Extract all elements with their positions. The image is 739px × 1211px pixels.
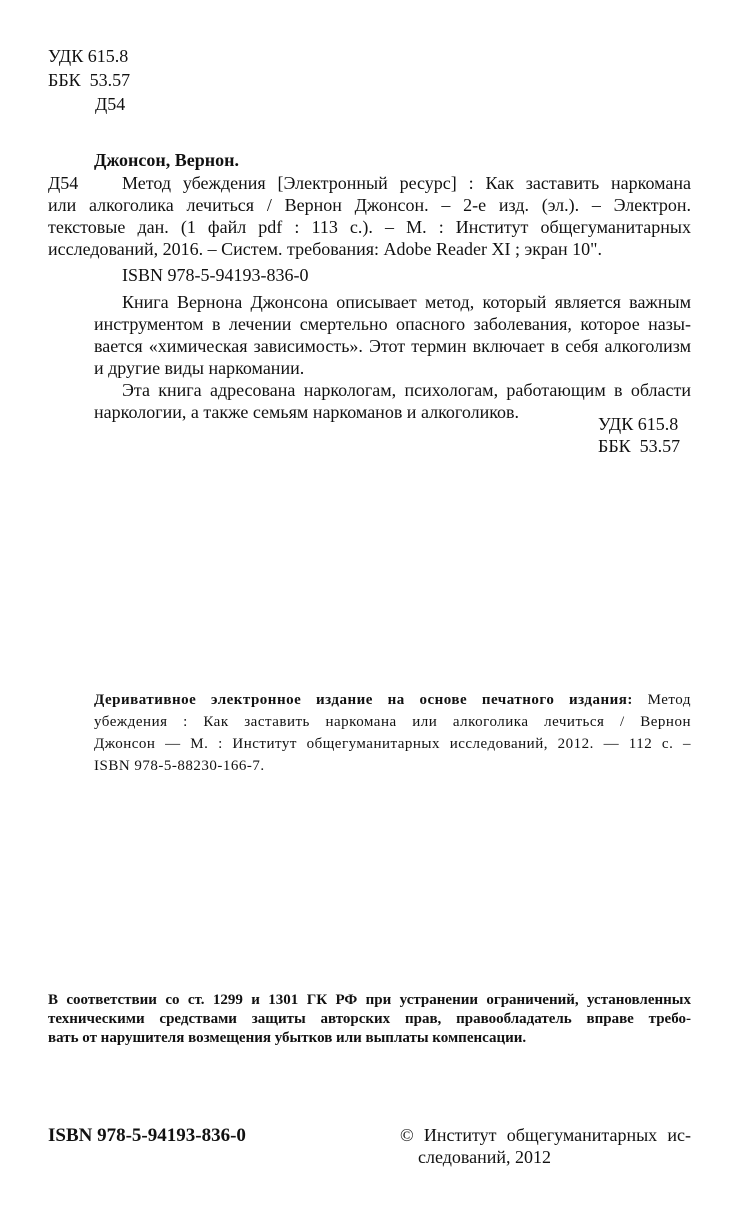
copyright-line: следований, 2012 (418, 1147, 552, 1167)
copyright-line: © Институт общегуманитарных ис- (400, 1125, 691, 1145)
isbn-bottom: ISBN 978-5-94193-836-0 (48, 1125, 246, 1146)
description-line: Метод убеждения [Электронный ресурс] : Как заставить наркомана (122, 173, 691, 193)
author-mark-top: Д54 (95, 94, 126, 114)
description-line: или алкоголика лечиться / Вернон Джонсон. – 2-е изд. (эл.). – Электрон. (48, 195, 691, 215)
annotation-line: наркологии, а также семьям наркоманов и алкоголиков. (94, 402, 520, 422)
derivative-line: убеждения : Как заставить наркомана или алкоголика лечиться / Вернон (94, 714, 691, 730)
annotation-line: и другие виды наркомании. (94, 358, 305, 378)
description-line: исследований, 2016. – Систем. требования: Adobe Reader XI ; экран 10". (48, 239, 602, 259)
legal-line: вать от нарушителя возмещения убытков или выплаты компенсации. (48, 1030, 527, 1046)
author-mark-left: Д54 (48, 173, 79, 193)
annotation (94, 291, 691, 423)
bbk-code-bottom: ББК 53.57 (598, 436, 681, 456)
derivative-line: Метод (632, 692, 691, 708)
bottom-classification-codes (598, 413, 680, 457)
annotation-line: Книга Вернона Джонсона описывает метод, который является важным (122, 292, 691, 312)
description-line: текстовые дан. (1 файл pdf : 113 с.). – М. : Институт общегуманитарных (48, 217, 691, 237)
derivative-line: Джонсон — М. : Институт общегуманитарных исследований, 2012. — 112 с. – (94, 736, 691, 752)
annotation-line: инструментом в лечении смертельно опасного заболевания, которое назы- (94, 314, 691, 334)
derivative-line-first (94, 689, 691, 711)
annotation-line: вается «химическая зависимость». Этот термин включает в себя алкоголизм (94, 336, 691, 356)
author-heading: Джонсон, Вернон. (94, 150, 239, 170)
legal-notice (48, 991, 691, 1048)
derivative-line: ISBN 978-5-88230-166-7. (94, 758, 265, 774)
udk-code-top: УДК 615.8 (48, 46, 129, 66)
derivative-lead: Деривативное электронное издание на основе печатного издания: (94, 692, 633, 708)
annotation-line: Эта книга адресована наркологам, психологам, работающим в области (122, 380, 691, 400)
udk-code-bottom: УДК 615.8 (598, 414, 679, 434)
isbn-line: ISBN 978-5-94193-836-0 (122, 265, 309, 285)
derivative-edition-note (94, 689, 691, 777)
bbk-code-top: ББК 53.57 (48, 70, 131, 90)
legal-line: В соответствии со ст. 1299 и 1301 ГК РФ при устранении ограничений, установленных (48, 992, 691, 1008)
bibliographic-description (48, 172, 691, 260)
top-classification-codes (48, 44, 130, 116)
legal-line: техническими средствами защиты авторских прав, правообладатель вправе требо- (48, 1011, 691, 1027)
copyright-notice (400, 1124, 691, 1168)
